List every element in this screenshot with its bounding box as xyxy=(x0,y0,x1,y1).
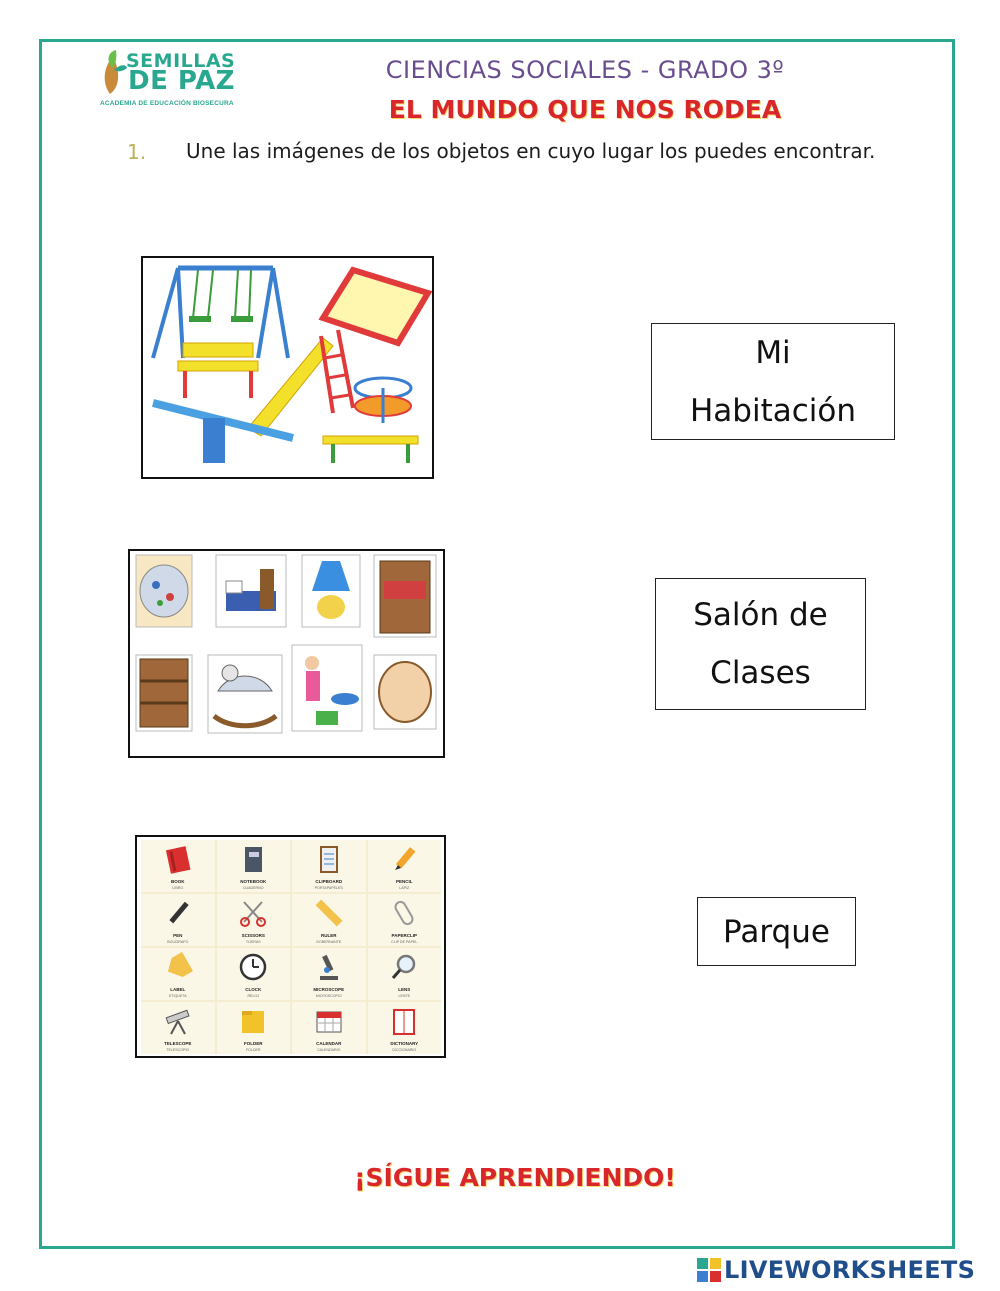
telescope-icon xyxy=(163,1006,193,1036)
item-label: CALENDAR xyxy=(316,1041,342,1046)
school-item-microscope xyxy=(292,948,366,1000)
item-label: SCISSORS xyxy=(241,933,265,938)
place-box-park[interactable] xyxy=(697,897,856,966)
item-label: RULER xyxy=(321,933,337,938)
keep-learning-message: ¡SÍGUE APRENDIENDO! xyxy=(354,1163,676,1192)
school-item-dictionary xyxy=(368,1002,442,1054)
school-item-calendar xyxy=(292,1002,366,1054)
liveworksheets-logo-icon xyxy=(697,1258,721,1282)
item-translation: GOBERNANTE xyxy=(316,940,342,944)
item-translation: LÁPIZ xyxy=(399,886,410,890)
school-item-label xyxy=(141,948,215,1000)
item-translation: CUADERNO xyxy=(242,886,264,890)
notebook-icon xyxy=(238,844,268,874)
label-icon xyxy=(163,952,193,982)
school-item-ruler xyxy=(292,894,366,946)
item-label: NOTEBOOK xyxy=(240,879,267,884)
place-label-line2: Habitación xyxy=(689,392,857,429)
school-item-lens xyxy=(368,948,442,1000)
item-translation: TIJERAS xyxy=(245,940,261,944)
school-item-telescope xyxy=(141,1002,215,1054)
school-item-clock xyxy=(217,948,291,1000)
place-label: Parque xyxy=(723,913,830,950)
pen-icon xyxy=(163,898,193,928)
pencil-icon xyxy=(389,844,419,874)
item-label: PENCIL xyxy=(395,879,413,884)
school-item-paperclip xyxy=(368,894,442,946)
item-translation: RELOJ xyxy=(247,994,260,998)
question-instruction: Une las imágenes de los objetos en cuyo lugar los puedes encontrar. xyxy=(186,139,876,163)
clipboard-icon xyxy=(314,844,344,874)
place-label-line1: Mi xyxy=(755,334,791,371)
microscope-icon xyxy=(314,952,344,982)
logo-line1: SEMILLAS xyxy=(126,50,236,72)
school-items-grid xyxy=(141,840,441,1054)
scissors-icon xyxy=(238,898,268,928)
item-label: PAPERCLIP xyxy=(391,933,417,938)
logo-line2: DE PAZ xyxy=(128,66,236,96)
classroom-items-image[interactable] xyxy=(135,835,446,1058)
school-item-pencil xyxy=(368,840,442,892)
item-translation: DICCIONARIO xyxy=(392,1048,417,1052)
item-translation: PORTAPAPELES xyxy=(314,886,343,890)
subject-heading: CIENCIAS SOCIALES - GRADO 3º xyxy=(385,56,785,84)
item-label: TELESCOPE xyxy=(164,1041,192,1046)
item-label: LABEL xyxy=(170,987,186,992)
place-label-line2: Clases xyxy=(710,655,811,691)
item-translation: ETIQUETA xyxy=(168,994,187,998)
item-label: FOLDER xyxy=(244,1041,263,1046)
bedroom-illustration xyxy=(130,551,443,756)
school-item-notebook xyxy=(217,840,291,892)
seed-icon xyxy=(98,48,128,98)
school-item-scissors xyxy=(217,894,291,946)
semillas-de-paz-logo xyxy=(98,48,258,110)
item-label: PEN xyxy=(173,933,183,938)
school-item-pen xyxy=(141,894,215,946)
item-translation: LENTE xyxy=(398,994,411,998)
item-translation: FOLDER xyxy=(245,1048,261,1052)
item-label: CLIPBOARD xyxy=(315,879,343,884)
book-icon xyxy=(163,844,193,874)
item-translation: CALENDARIO xyxy=(317,1048,341,1052)
item-label: DICTIONARY xyxy=(390,1041,419,1046)
item-label: CLOCK xyxy=(245,987,262,992)
school-item-book xyxy=(141,840,215,892)
item-label: BOOK xyxy=(171,879,185,884)
worksheet-title: EL MUNDO QUE NOS RODEA xyxy=(388,95,782,124)
item-label: LENS xyxy=(398,987,411,992)
item-translation: CLIP DE PAPEL xyxy=(391,940,418,944)
folder-icon xyxy=(238,1006,268,1036)
place-box-my-room[interactable] xyxy=(651,323,895,440)
calendar-icon xyxy=(314,1006,344,1036)
dictionary-icon xyxy=(389,1006,419,1036)
place-label-line1: Salón de xyxy=(693,597,828,633)
playground-illustration xyxy=(143,258,432,477)
liveworksheets-brand[interactable] xyxy=(697,1255,975,1285)
school-item-clipboard xyxy=(292,840,366,892)
item-label: MICROSCOPE xyxy=(313,987,345,992)
playground-image[interactable] xyxy=(141,256,434,479)
school-item-folder xyxy=(217,1002,291,1054)
place-box-classroom[interactable] xyxy=(655,578,866,710)
logo-tagline: ACADEMIA DE EDUCACIÓN BIOSECURA xyxy=(100,100,234,107)
item-translation: MICROSCOPIO xyxy=(315,994,342,998)
item-translation: BOLÍGRAFO xyxy=(167,940,189,944)
clock-icon xyxy=(238,952,268,982)
liveworksheets-wordmark: LIVEWORKSHEETS xyxy=(724,1256,976,1284)
item-translation: TELESCOPIO xyxy=(166,1048,190,1052)
paperclip-icon xyxy=(389,898,419,928)
bedroom-items-image[interactable] xyxy=(128,549,445,758)
lens-icon xyxy=(389,952,419,982)
question-number: 1. xyxy=(127,140,147,164)
item-translation: LIBRO xyxy=(172,886,184,890)
ruler-icon xyxy=(314,898,344,928)
